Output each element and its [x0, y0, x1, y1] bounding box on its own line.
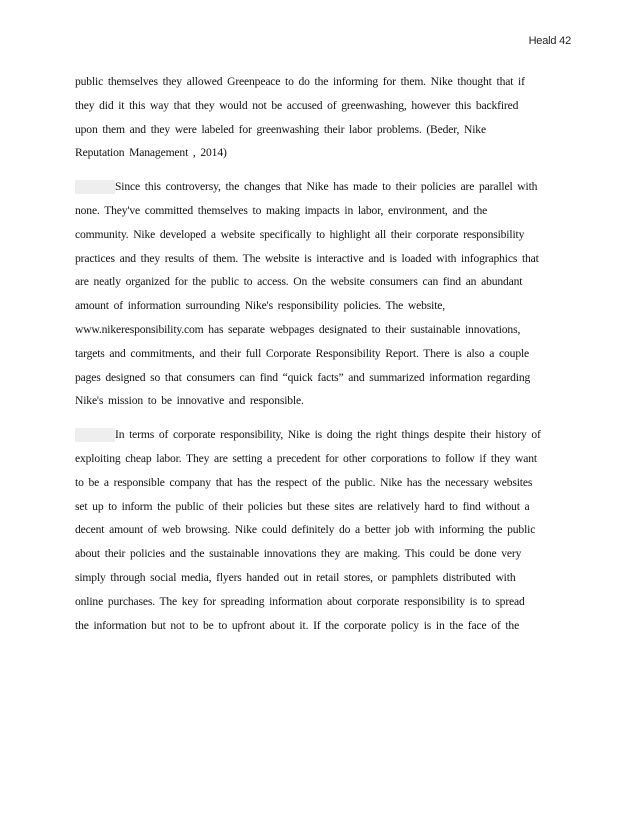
first-line-indent	[75, 428, 115, 442]
line-text: simply through social media, flyers handed out in retail stores, or pamphlets distributed with	[75, 570, 516, 584]
paragraph	[75, 423, 575, 637]
line-text: Reputation Management , 2014)	[75, 146, 227, 160]
line-text: to be a responsible company that has the respect of the public. Nike has the necessary websites	[75, 475, 533, 489]
line-text: community. Nike developed a website specifically to highlight all their corporate responsibility	[75, 227, 525, 241]
first-line-indent	[75, 180, 115, 194]
line-text: about their policies and the sustainable innovations they are making. This could be done very	[75, 547, 522, 561]
text-line	[75, 223, 575, 247]
line-text: none. They've committed themselves to making impacts in labor, environment, and the	[75, 203, 488, 217]
line-text: practices and they results of them. The website is interactive and is loaded with infographics that	[75, 251, 539, 265]
text-line	[75, 94, 575, 118]
text-line	[75, 199, 575, 223]
text-line	[75, 294, 575, 318]
text-line	[75, 590, 575, 614]
line-text: set up to inform the public of their policies but these sites are relatively hard to find without a	[75, 499, 530, 513]
line-text: Nike's mission to be innovative and responsible.	[75, 394, 304, 408]
document-body	[75, 70, 575, 637]
line-text: In terms of corporate responsibility, Nike is doing the right things despite their history of	[115, 428, 541, 442]
line-text: are neatly organized for the public to access. On the website consumers can find an abundant	[75, 275, 523, 289]
text-line	[75, 447, 575, 471]
text-line	[75, 366, 575, 390]
paragraph	[75, 175, 575, 413]
line-text: they did it this way that they would not be accused of greenwashing, however this backfired	[75, 98, 519, 112]
text-line	[75, 70, 575, 94]
line-text: exploiting cheap labor. They are setting a precedent for other corporations to follow if they want	[75, 451, 537, 465]
text-line	[75, 318, 575, 342]
paragraph	[75, 70, 575, 165]
text-line	[75, 118, 575, 142]
line-text: upon them and they were labeled for greenwashing their labor problems. (Beder, Nike	[75, 122, 486, 136]
text-line	[75, 175, 575, 199]
running-head: Heald 42	[528, 35, 571, 47]
line-text: targets and commitments, and their full Corporate Responsibility Report. There is also a couple	[75, 346, 530, 360]
line-text: public themselves they allowed Greenpeace to do the informing for them. Nike thought that if	[75, 75, 525, 88]
text-line	[75, 614, 575, 638]
text-line	[75, 342, 575, 366]
line-text: www.nikeresponsibility.com has separate webpages designated to their sustainable innovations,	[75, 322, 521, 336]
line-text: amount of information surrounding Nike's responsibility policies. The website,	[75, 299, 446, 313]
line-text: the information but not to be to upfront about it. If the corporate policy is in the face of the	[75, 618, 520, 632]
line-text: Since this controversy, the changes that Nike has made to their policies are parallel with	[115, 180, 538, 194]
line-text: decent amount of web browsing. Nike could definitely do a better job with informing the public	[75, 523, 536, 537]
text-line	[75, 495, 575, 519]
text-line	[75, 270, 575, 294]
text-line	[75, 471, 575, 495]
text-line	[75, 389, 575, 413]
line-text: online purchases. The key for spreading information about corporate responsibility is to spread	[75, 594, 525, 608]
text-line	[75, 566, 575, 590]
paragraph-gap	[75, 413, 575, 423]
text-line	[75, 518, 575, 542]
line-text: pages designed so that consumers can find “quick facts” and summarized information regarding	[75, 370, 531, 384]
text-line	[75, 423, 575, 447]
text-line	[75, 247, 575, 271]
paragraph-gap	[75, 165, 575, 175]
text-line	[75, 141, 575, 165]
text-line	[75, 542, 575, 566]
